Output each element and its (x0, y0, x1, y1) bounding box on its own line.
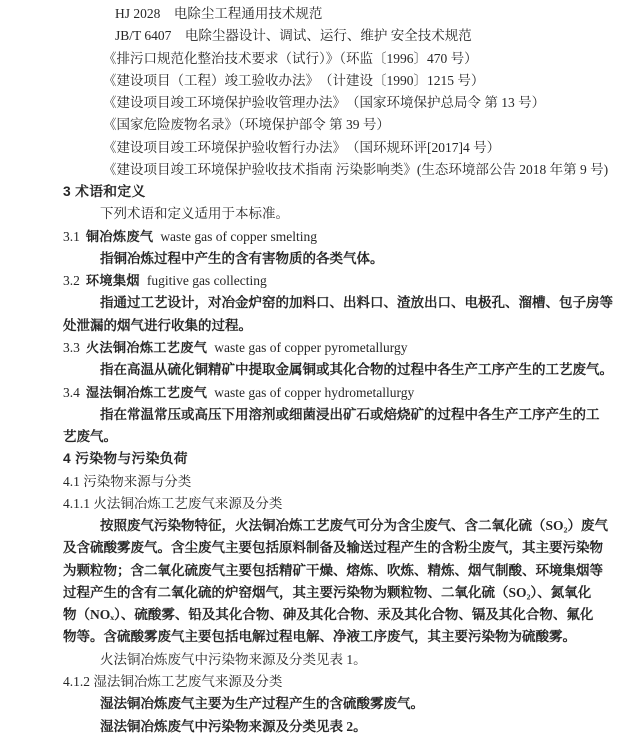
term-name-cn: 铜冶炼废气 (85, 228, 154, 244)
paragraph-line: 湿法铜冶炼废气中污染物来源及分类见表 2。 (100, 718, 367, 734)
subsection-heading: 4.1 污染物来源与分类 (63, 473, 192, 489)
term-name-cn: 火法铜冶炼工艺废气 (85, 339, 208, 355)
reference-line: 《排污口规范化整治技术要求（试行）》（环监〔1996〕470 号） (103, 50, 478, 66)
paragraph-line: 下列术语和定义适用于本标准。 (100, 206, 289, 222)
paragraph-line: 指在常温常压或高压下用溶剂或细菌浸出矿石或焙烧矿的过程中各生产工序产生的工 (100, 406, 600, 422)
term-name-en: waste gas of copper smelting (160, 228, 318, 244)
term-name-en: waste gas of copper hydrometallurgy (214, 384, 415, 400)
term-number: 3.4 (63, 384, 80, 400)
reference-line: JB/T 6407 电除尘器设计、调试、运行、维护 安全技术规范 (115, 28, 472, 44)
paragraph-line: 处泄漏的烟气进行收集的过程。 (63, 317, 252, 333)
term-number: 3.2 (63, 273, 80, 289)
paragraph-line: 湿法铜冶炼废气主要为生产过程产生的含硫酸雾废气。 (100, 696, 424, 712)
term-heading (63, 270, 584, 292)
term-number: 3.3 (63, 339, 80, 355)
paragraph-line: 指铜冶炼过程中产生的含有害物质的各类气体。 (100, 250, 384, 266)
reference-line: 《建设项目竣工环境保护验收管理办法》 （国家环境保护总局令 第 13 号） (103, 95, 546, 111)
term-name-cn: 湿法铜冶炼工艺废气 (85, 384, 208, 400)
term-number: 3.1 (63, 228, 80, 244)
term-heading (63, 382, 584, 404)
term-name-en: fugitive gas collecting (146, 273, 267, 289)
reference-line: 《国家危险废物名录》（环境保护部令 第 39 号） (103, 117, 390, 133)
section-heading: 4 污染物与污染负荷 (63, 451, 188, 467)
reference-line: 《建设项目竣工环境保护验收技术指南 污染影响类》(生态环境部公告 2018 年第 9 号) (103, 161, 609, 177)
subsection-heading: 4.1.1 火法铜冶炼工艺废气来源及分类 (63, 495, 283, 511)
term-name-en: waste gas of copper pyrometallurgy (214, 339, 408, 355)
paragraph-line: 按照废气污染物特征，火法铜冶炼工艺废气可分为含尘废气、含二氧化硫（SO₂）废气 (100, 518, 609, 534)
term-name-cn: 环境集烟 (85, 273, 140, 289)
paragraph-line: 物等。含硫酸雾废气主要包括电解过程电解、净液工序废气，其主要污染物为硫酸雾。 (63, 629, 576, 645)
paragraph-line: 过程产生的含有二氧化硫的炉窑烟气，其主要污染物为颗粒物、二氧化硫（SO₂）、氮氧化 (63, 584, 592, 600)
document-body (63, 3, 613, 738)
paragraph-line: 艺废气。 (63, 429, 117, 445)
paragraph-line: 火法铜冶炼废气中污染物来源及分类见表 1。 (100, 651, 367, 667)
reference-line: HJ 2028 电除尘工程通用技术规范 (115, 6, 323, 21)
term-heading (63, 226, 584, 248)
section-heading: 3 术语和定义 (63, 184, 146, 200)
paragraph-line: 指通过工艺设计，对冶金炉窑的加料口、出料口、渣放出口、电极孔、溜槽、包子房等 (100, 295, 613, 311)
paragraph-line: 及含硫酸雾废气。含尘废气主要包括原料制备及输送过程产生的含粉尘废气，其主要污染物 (63, 540, 603, 556)
paragraph-line: 为颗粒物；含二氧化硫废气主要包括精矿干燥、熔炼、吹炼、精炼、烟气制酸、环境集烟等 (63, 562, 603, 578)
reference-line: 《建设项目（工程）竣工验收办法》 （计建设〔1990〕1215 号） (103, 72, 485, 88)
paragraph-line: 物（NOₓ）、硫酸雾、铅及其化合物、砷及其化合物、汞及其化合物、镉及其化合物、氟化 (63, 607, 594, 623)
reference-line: 《建设项目竣工环境保护验收暂行办法》 （国环规环评[2017]4 号） (103, 139, 501, 155)
subsection-heading: 4.1.2 湿法铜冶炼工艺废气来源及分类 (63, 673, 283, 689)
paragraph-line: 指在高温从硫化铜精矿中提取金属铜或其化合物的过程中各生产工序产生的工艺废气。 (100, 362, 613, 378)
term-heading (63, 337, 584, 359)
